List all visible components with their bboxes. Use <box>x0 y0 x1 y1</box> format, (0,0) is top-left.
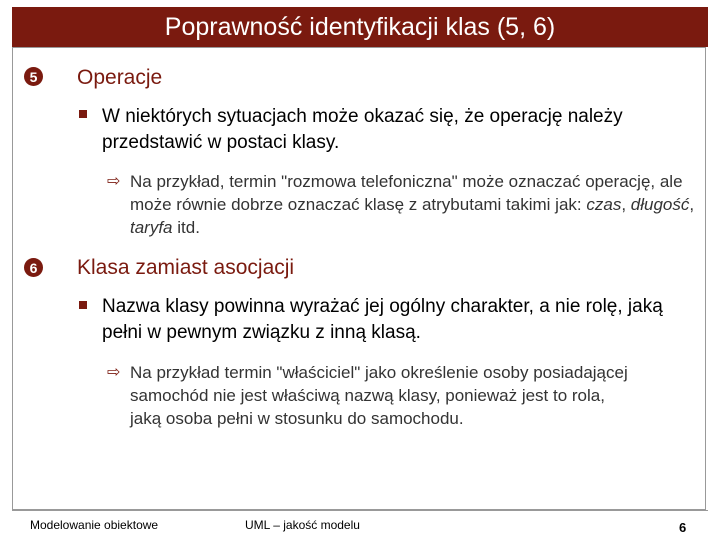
number-5-icon: 5 <box>24 67 43 86</box>
example-separator: , <box>621 195 631 214</box>
footer-divider <box>12 510 708 511</box>
arrow-bullet-icon: ⇨ <box>107 173 121 190</box>
example-term-dlugosc: długość <box>630 195 690 214</box>
example-end: itd. <box>172 218 200 237</box>
example-intro: Na przykład, termin "rozmowa telefoniczna" może oznaczać operację, ale może równie dobrze oznaczać klasę z atrybutami takimi jak: <box>130 172 683 214</box>
point-text: W niektórych sytuacjach może okazać się, że operację należy przedstawić w postaci klasy. <box>102 106 623 153</box>
example-term-taryfa: taryfa <box>130 218 173 237</box>
example-term-czas: czas <box>586 195 622 214</box>
arrow-bullet-icon: ⇨ <box>107 364 121 381</box>
section-heading-klasa-zamiast-asocjacji: Klasa zamiast asocjacji <box>77 256 295 279</box>
example-text <box>130 170 695 239</box>
slide-title: Poprawność identyfikacji klas (5, 6) <box>164 12 556 41</box>
section-heading-operacje: Operacje <box>77 66 163 89</box>
square-bullet-icon <box>79 110 87 118</box>
footer-topic: UML – jakość modelu <box>245 518 360 532</box>
example-separator: , <box>689 195 695 214</box>
square-bullet-icon <box>79 301 87 309</box>
number-6-icon: 6 <box>24 258 43 277</box>
footer-course: Modelowanie obiektowe <box>30 518 159 532</box>
page-number: 6 <box>679 520 687 535</box>
point-text: Nazwa klasy powinna wyrażać jej ogólny charakter, a nie rolę, jaką pełni w pewnym związku z inną klasą. <box>102 296 663 343</box>
example-text: Na przykład termin "właściciel" jako określenie osoby posiadającej samochód nie jest właściwą nazwą klasy, ponieważ jest to rola, jaką osoba pełni w stosunku do samochodu. <box>130 363 628 428</box>
title-bar <box>12 7 708 47</box>
